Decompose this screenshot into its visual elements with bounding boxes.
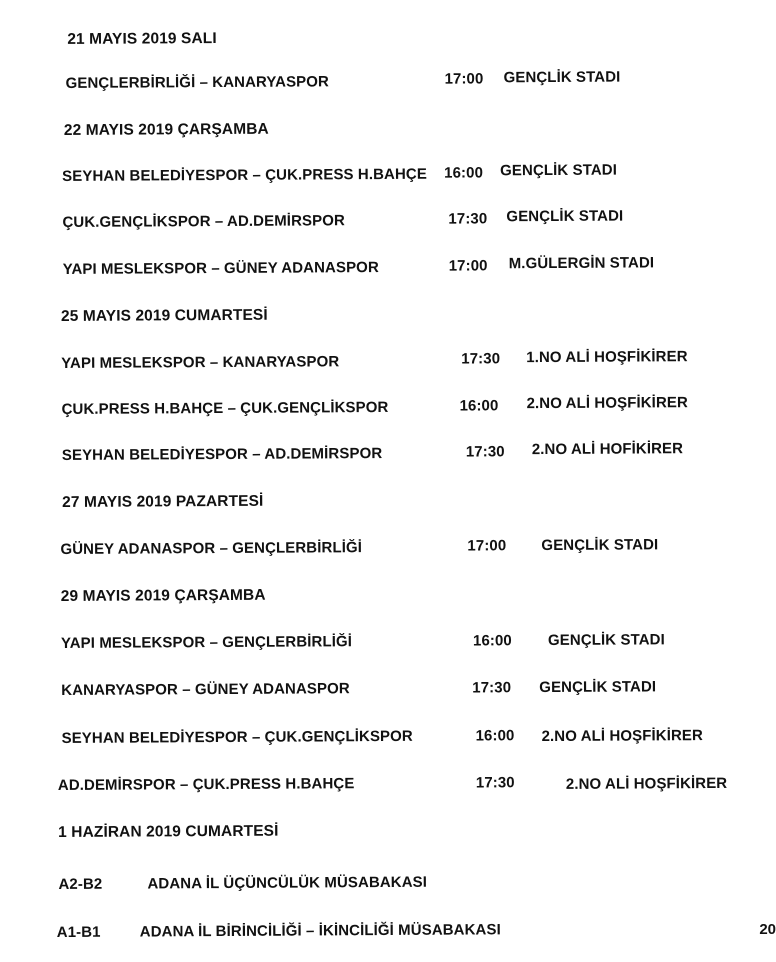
match-venue: 2.NO ALİ HOŞFİKİRER — [526, 394, 688, 413]
match-venue: 2.NO ALİ HOFİKİRER — [531, 440, 684, 459]
match-time: 16:00 — [475, 727, 515, 745]
match-venue: 2.NO ALİ HOŞFİKİRER — [565, 774, 728, 793]
match-teams: GENÇLERBİRLİĞİ – KANARYASPOR — [65, 73, 330, 92]
date-heading: 1 HAZİRAN 2019 CUMARTESİ — [58, 822, 279, 842]
match-teams: KANARYASPOR – GÜNEY ADANASPOR — [61, 680, 350, 699]
match-time: 17:00 — [448, 257, 488, 275]
match-time: 17:30 — [465, 443, 505, 461]
match-teams: ÇUK.PRESS H.BAHÇE – ÇUK.GENÇLİKSPOR — [61, 398, 389, 418]
final-match-code: A2-B2 — [58, 875, 103, 894]
date-heading: 21 MAYIS 2019 SALI — [67, 30, 217, 48]
date-heading: 27 MAYIS 2019 PAZARTESİ — [62, 492, 264, 511]
match-time: 17:30 — [475, 774, 515, 792]
match-teams: YAPI MESLEKSPOR – GENÇLERBİRLİĞİ — [60, 633, 353, 652]
match-teams: SEYHAN BELEDİYESPOR – AD.DEMİRSPOR — [61, 445, 383, 464]
match-time: 17:00 — [444, 70, 484, 88]
date-heading: 29 MAYIS 2019 ÇARŞAMBA — [60, 586, 266, 605]
match-time: 17:00 — [467, 537, 507, 555]
match-teams: AD.DEMİRSPOR – ÇUK.PRESS H.BAHÇE — [57, 775, 355, 795]
date-heading: 25 MAYIS 2019 CUMARTESİ — [60, 306, 268, 325]
match-teams: YAPI MESLEKSPOR – GÜNEY ADANASPOR — [62, 259, 379, 278]
final-match-title: ADANA İL ÜÇÜNCÜLÜK MÜSABAKASI — [147, 873, 428, 893]
match-venue: GENÇLİK STADI — [503, 68, 621, 87]
match-venue: GENÇLİK STADI — [547, 631, 665, 650]
match-teams: SEYHAN BELEDİYESPOR – ÇUK.GENÇLİKSPOR — [61, 727, 413, 747]
final-match-code: A1-B1 — [56, 923, 101, 942]
match-venue: GENÇLİK STADI — [539, 678, 657, 697]
date-heading: 22 MAYIS 2019 ÇARŞAMBA — [63, 120, 269, 139]
match-venue: 2.NO ALİ HOŞFİKİRER — [541, 727, 703, 746]
match-time: 16:00 — [444, 164, 484, 182]
match-time: 17:30 — [472, 679, 512, 697]
match-teams: GÜNEY ADANASPOR – GENÇLERBİRLİĞİ — [60, 539, 363, 558]
match-time: 16:00 — [472, 632, 512, 650]
match-venue: GENÇLİK STADI — [541, 536, 659, 555]
match-teams: YAPI MESLEKSPOR – KANARYASPOR — [61, 353, 340, 372]
match-venue: M.GÜLERGİN STADI — [508, 254, 655, 273]
match-venue: 1.NO ALİ HOŞFİKİRER — [526, 348, 688, 367]
match-time: 17:30 — [461, 350, 501, 368]
match-teams: ÇUK.GENÇLİKSPOR – AD.DEMİRSPOR — [62, 212, 345, 231]
match-teams: SEYHAN BELEDİYESPOR – ÇUK.PRESS H.BAHÇE — [62, 165, 427, 185]
match-time: 17:30 — [448, 210, 488, 228]
match-venue: GENÇLİK STADI — [500, 161, 618, 180]
final-match-title: ADANA İL BİRİNCİLİĞİ – İKİNCİLİĞİ MÜSABAKASI — [139, 921, 501, 941]
match-time: 16:00 — [459, 397, 499, 415]
page-number: 20 — [759, 921, 776, 938]
match-venue: GENÇLİK STADI — [506, 207, 624, 226]
